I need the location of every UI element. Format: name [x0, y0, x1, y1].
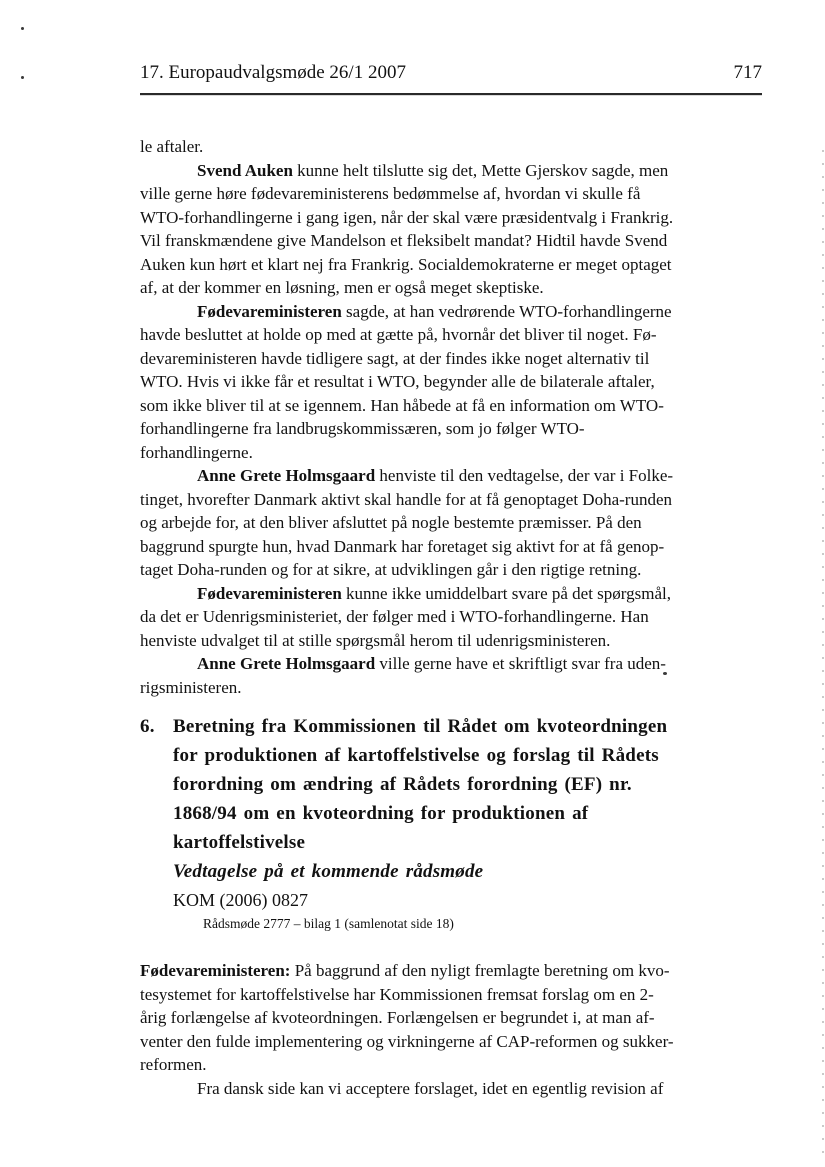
text-line: WTO. Hvis vi ikke får et resultat i WTO, begynder alle de bilaterale aftaler, [140, 372, 655, 391]
text-line: forhandlingerne fra landbrugskommissæren, som jo følger WTO- [140, 419, 585, 438]
header-title: 17. Europaudvalgsmøde 26/1 2007 [140, 62, 406, 83]
text-line: taget Doha-runden og for at sikre, at udviklingen går i den rigtige retning. [140, 560, 642, 579]
header-rule [140, 93, 762, 95]
page-header [140, 0, 762, 85]
text-line: ville gerne høre fødevareministerens bedømmelse af, hvordan vi skulle få [140, 184, 641, 203]
text-line: og arbejde for, at den bliver afsluttet på nogle bestemte præmisser. På den [140, 513, 642, 532]
paragraph [140, 159, 762, 300]
paragraph [140, 652, 762, 699]
speaker-name: Anne Grete Holmsgaard [197, 654, 376, 673]
text-line: tinget, hvorefter Danmark aktivt skal handle for at få genoptaget Doha-runden [140, 489, 672, 509]
speaker-name: Anne Grete Holmsgaard [197, 466, 376, 485]
paragraph [140, 959, 762, 1077]
section-reference: KOM (2006) 0827 [173, 890, 308, 910]
speaker-name: Fødevareministeren [197, 583, 342, 603]
scan-artifact-dot [21, 27, 24, 30]
text-line: Fødevareministeren kunne ikke umiddelbart svare på det spørgsmål, [197, 583, 672, 603]
section-subtitle: Vedtagelse på et kommende rådsmøde [173, 861, 484, 882]
section-title-line: kartoffelstivelse [173, 832, 306, 853]
page-number: 717 [733, 62, 762, 83]
text-line: Svend Auken kunne helt tilslutte sig det, Mette Gjerskov sagde, men [197, 160, 669, 180]
section-title-line: 1868/94 om en kvoteordning for produktionen af [173, 803, 589, 824]
scan-artifact-dot [21, 76, 24, 79]
section-title [173, 712, 762, 857]
body-text [140, 135, 762, 699]
text-line: Anne Grete Holmsgaard henviste til den vedtagelse, der var i Folke- [197, 466, 674, 485]
text-line: baggrund spurgte hun, hvad Danmark har foretaget sig aktivt for at få genop- [140, 536, 665, 556]
paragraph [140, 135, 762, 159]
text-line: le aftaler. [140, 137, 204, 156]
text-line: reformen. [140, 1055, 207, 1074]
text-line: Fødevareministeren sagde, at han vedrørende WTO-forhandlingerne [197, 301, 672, 321]
text-line: devareministeren havde tidligere sagt, at der findes ikke noget alternativ til [140, 348, 650, 368]
text-line: rigsministeren. [140, 677, 242, 697]
speaker-name: Fødevareministeren: [140, 961, 291, 980]
paragraph [140, 1077, 762, 1101]
speaker-name: Svend Auken [197, 160, 293, 180]
paragraph [140, 582, 762, 653]
text-line: som ikke bliver til at se igennem. Han håbede at få en information om WTO- [140, 395, 664, 415]
text-line: af, at der kommer en løsning, men er også meget skeptiske. [140, 278, 544, 297]
text-line: havde besluttet at holde op med at gætte på, hvornår det bliver til noget. Fø- [140, 325, 657, 344]
text-line: henviste udvalget til at stille spørgsmål herom til udenrigsministeren. [140, 630, 611, 650]
text-line: forhandlingerne. [140, 442, 253, 462]
speaker-name: Fødevareministeren [197, 301, 342, 321]
section-title-line: Beretning fra Kommissionen til Rådet om kvoteordningen [173, 716, 668, 737]
text-line: årig forlængelse af kvoteordningen. Forlængelsen er begrundet i, at man af- [140, 1008, 655, 1027]
text-line: WTO-forhandlingerne i gang igen, når der skal være præsidentvalg i Frankrig. [140, 207, 674, 227]
text-line: Anne Grete Holmsgaard ville gerne have et skriftligt svar fra uden- [197, 654, 666, 673]
text-line: Vil franskmændene give Mandelson et fleksibelt mandat? Hidtil havde Svend [140, 231, 668, 250]
agenda-item-6 [140, 712, 762, 935]
section-note: Rådsmøde 2777 – bilag 1 (samlenotat side 18) [203, 916, 454, 931]
text-line: da det er Udenrigsministeriet, der følger med i WTO-forhandlingerne. Han [140, 607, 649, 626]
scan-edge-artifacts [822, 150, 824, 1157]
text-line: tesystemet for kartoffelstivelse har Kommissionen fremsat forslag om en 2- [140, 984, 654, 1004]
section-title-line: for produktionen af kartoffelstivelse og forslag til Rådets [173, 745, 659, 766]
section-number: 6. [140, 716, 155, 737]
section-title-line: forordning om ændring af Rådets forordning (EF) nr. [173, 774, 632, 795]
closing-text [140, 959, 762, 1100]
text-line: Fødevareministeren: På baggrund af den nyligt fremlagte beretning om kvo- [140, 961, 670, 980]
paragraph [140, 464, 762, 582]
text-line: venter den fulde implementering og virkningerne af CAP-reformen og sukker- [140, 1031, 674, 1051]
text-line: Fra dansk side kan vi acceptere forslaget, idet en egentlig revision af [197, 1078, 664, 1098]
text-line: Auken kun hørt et klart nej fra Frankrig. Socialdemokraterne er meget optaget [140, 254, 672, 274]
paragraph [140, 300, 762, 465]
page-content [140, 0, 762, 1100]
